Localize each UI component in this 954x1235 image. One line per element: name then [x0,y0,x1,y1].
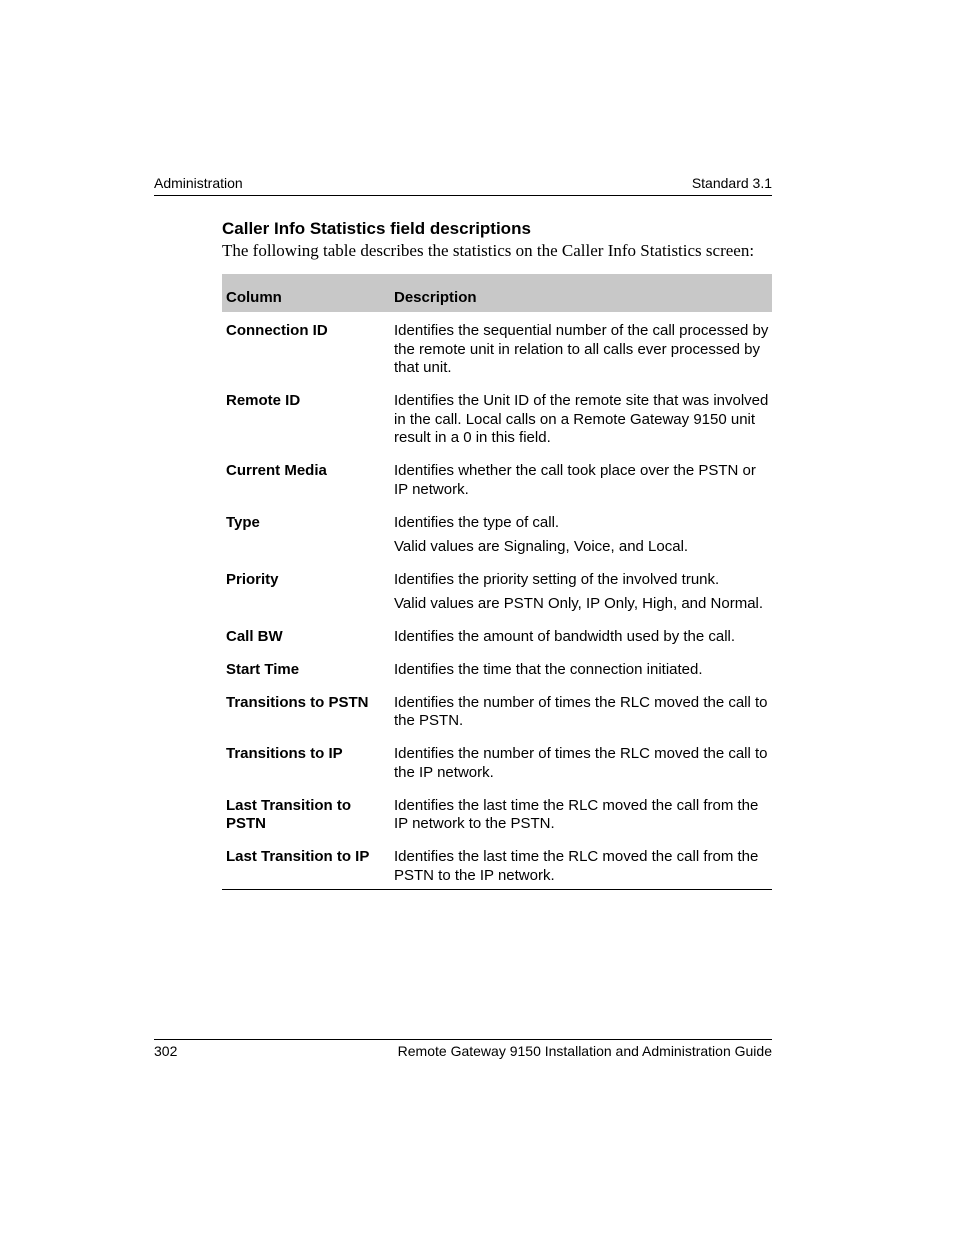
table-header [222,274,772,312]
header-version: Standard 3.1 [691,175,772,191]
table-row [222,322,772,378]
header-section: Administration [154,175,243,191]
field-description [394,392,772,448]
table-row [222,661,772,680]
table-row [222,571,772,614]
description-paragraph: Identifies the number of times the RLC moved the call to the IP network. [394,745,768,781]
field-description [394,661,772,680]
field-name: Priority [226,570,279,588]
table-row [222,462,772,499]
table-row [222,797,772,834]
table-body [222,312,772,890]
table-row [222,694,772,731]
column-header-column: Column [226,289,282,306]
description-paragraph: Identifies whether the call took place over the PSTN or IP network. [394,462,756,498]
table-row [222,392,772,448]
field-description [394,322,772,378]
field-description [394,514,772,557]
description-paragraph: Identifies the time that the connection initiated. [394,660,703,678]
description-paragraph: Identifies the number of times the RLC moved the call to the PSTN. [394,693,768,729]
field-description [394,745,772,782]
section-title: Caller Info Statistics field descriptions [222,219,531,238]
field-name: Type [226,513,260,531]
table-row [222,628,772,647]
running-footer [154,1039,772,1062]
field-name: Call BW [226,627,283,645]
table-row [222,514,772,557]
description-paragraph: Identifies the last time the RLC moved the call from the IP network to the PSTN. [394,796,759,832]
field-name: Start Time [226,660,300,678]
field-name: Last Transition to IP [226,848,370,865]
table-row [222,745,772,782]
description-paragraph: Identifies the sequential number of the call processed by the remote unit in relation to all calls ever processed by that unit. [394,322,769,376]
field-name: Last Transition to PSTN [226,796,352,832]
field-name: Transitions to PSTN [226,693,369,711]
field-name: Remote ID [226,392,301,409]
running-header [154,174,772,196]
table-row [222,848,772,885]
field-description [394,694,772,731]
intro-paragraph: The following table describes the statistics on the Caller Info Statistics screen: [222,241,755,260]
field-description [394,462,772,499]
description-paragraph: Identifies the amount of bandwidth used by the call. [394,627,736,645]
description-paragraph: Identifies the priority setting of the involved trunk. [394,570,720,588]
page-number: 302 [154,1043,178,1059]
field-description [394,797,772,834]
book-title: Remote Gateway 9150 Installation and Administration Guide [397,1043,772,1059]
field-name: Transitions to IP [226,745,343,762]
description-paragraph: Identifies the last time the RLC moved the call from the PSTN to the IP network. [394,848,759,884]
field-name: Current Media [226,462,327,479]
description-paragraph: Identifies the type of call. [394,513,560,531]
field-description [394,628,772,647]
field-description [394,848,772,885]
description-paragraph: Identifies the Unit ID of the remote site that was involved in the call. Local calls on a Remote Gateway 9150 unit result in a 0 in this field. [394,392,769,446]
field-name: Connection ID [226,322,328,339]
column-header-description: Description [394,289,477,306]
description-paragraph: Valid values are PSTN Only, IP Only, High, and Normal. [394,594,764,612]
description-paragraph: Valid values are Signaling, Voice, and Local. [394,537,689,555]
field-description [394,571,772,614]
field-descriptions-table [222,274,772,890]
